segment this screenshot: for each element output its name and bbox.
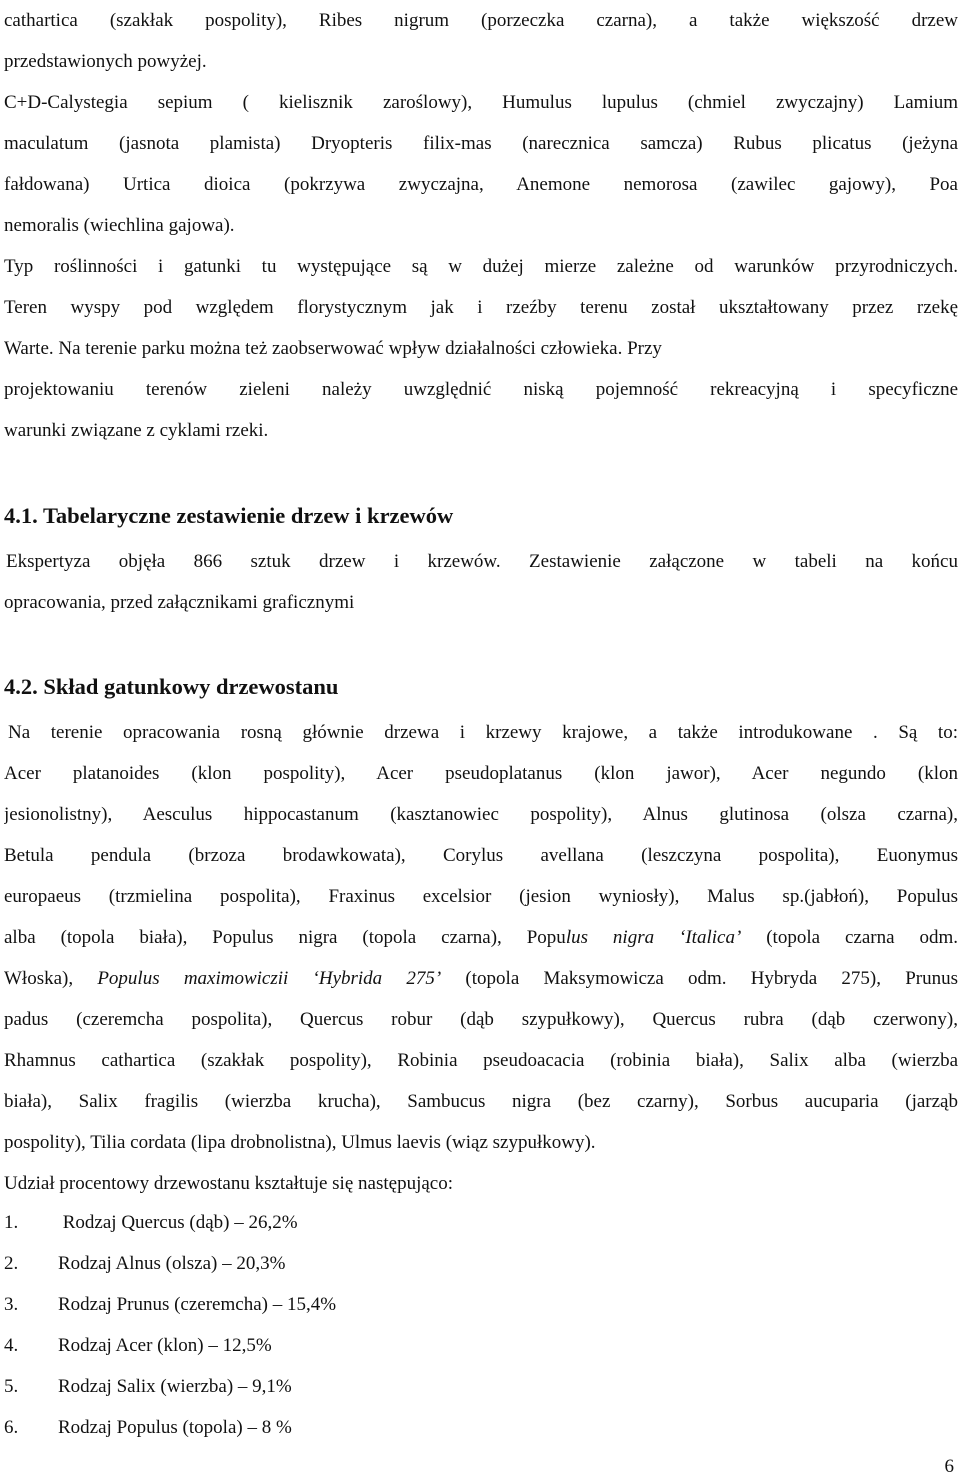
text-line: Teren wyspy pod względem florystycznym jak i rzeźby terenu został ukształtowany przez rzekę — [4, 297, 958, 318]
text-line: Warte. Na terenie parku można też zaobserwować wpływ działalności człowieka. Przy — [4, 338, 662, 359]
text-run: Włoska), — [4, 968, 98, 989]
species-percentage-list — [4, 1202, 336, 1448]
list-number: 2. — [4, 1253, 19, 1274]
list-number: 5. — [4, 1376, 19, 1397]
section-heading-4-2: 4.2. Skład gatunkowy drzewostanu — [4, 674, 339, 699]
list-text: Rodzaj Populus (topola) – 8 % — [58, 1417, 292, 1438]
text-line: projektowaniu terenów zieleni należy uwzględnić niską pojemność rekreacyjną i specyficzne — [4, 379, 958, 400]
text-run: alba (topola biała), Populus nigra (topola czarna), Popu — [4, 927, 566, 948]
text-line: nemoralis (wiechlina gajowa). — [4, 215, 235, 236]
text-line: C+D-Calystegia sepium ( kielisznik zaroślowy), Humulus lupulus (chmiel zwyczajny) Lamium — [4, 92, 958, 113]
text-run: (topola Maksymowicza odm. Hybryda 275), Prunus — [441, 968, 958, 989]
list-item — [4, 1202, 336, 1243]
text-line: fałdowana) Urtica dioica (pokrzywa zwyczajna, Anemone nemorosa (zawilec gajowy), Poa — [4, 174, 958, 195]
text-line: Betula pendula (brzoza brodawkowata), Corylus avellana (leszczyna pospolita), Euonymus — [4, 845, 958, 866]
list-item — [4, 1366, 336, 1407]
text-line: Na terenie opracowania rosną głównie drzewa i krzewy krajowe, a także introdukowane . Są to: — [8, 722, 958, 743]
text-line-mixed — [4, 958, 958, 999]
list-item — [4, 1284, 336, 1325]
text-line: biała), Salix fragilis (wierzba krucha), Sambucus nigra (bez czarny), Sorbus aucuparia (jarząb — [4, 1091, 958, 1112]
list-item — [4, 1407, 336, 1448]
text-line: Typ roślinności i gatunki tu występujące są w dużej mierze zależne od warunków przyrodniczych. — [4, 256, 958, 277]
section-4-2-paragraph — [4, 712, 958, 1204]
italic-cultivar: lus nigra ‘Italica’ — [565, 927, 742, 948]
list-item — [4, 1243, 336, 1284]
list-number: 3. — [4, 1294, 19, 1315]
text-line: opracowania, przed załącznikami graficznymi — [4, 592, 355, 613]
italic-species: Populus maximowiczii ‘Hybrida 275’ — [97, 968, 442, 989]
list-text: Rodzaj Alnus (olsza) – 20,3% — [58, 1253, 286, 1274]
text-line: cathartica (szakłak pospolity), Ribes nigrum (porzeczka czarna), a także większość drzew — [4, 10, 958, 31]
text-line: maculatum (jasnota plamista) Dryopteris filix-mas (narecznica samcza) Rubus plicatus (jeżyna — [4, 133, 958, 154]
intro-paragraphs — [4, 0, 958, 451]
text-line: Rhamnus cathartica (szakłak pospolity), Robinia pseudoacacia (robinia biała), Salix alba (wierzba — [4, 1050, 958, 1071]
list-number: 6. — [4, 1417, 19, 1438]
list-text: Rodzaj Prunus (czeremcha) – 15,4% — [58, 1294, 337, 1315]
text-line: Udział procentowy drzewostanu kształtuje się następująco: — [4, 1173, 453, 1194]
list-text: Rodzaj Acer (klon) – 12,5% — [58, 1335, 272, 1356]
text-run: (topola czarna odm. — [741, 927, 958, 948]
list-number: 1. — [4, 1212, 19, 1233]
list-item — [4, 1325, 336, 1366]
list-text: Rodzaj Quercus (dąb) – 26,2% — [58, 1212, 298, 1233]
text-line: pospolity), Tilia cordata (lipa drobnolistna), Ulmus laevis (wiąz szypułkowy). — [4, 1132, 596, 1153]
text-line-mixed — [4, 917, 958, 958]
text-line: padus (czeremcha pospolita), Quercus robur (dąb szypułkowy), Quercus rubra (dąb czerwony), — [4, 1009, 958, 1030]
list-number: 4. — [4, 1335, 19, 1356]
text-line: warunki związane z cyklami rzeki. — [4, 420, 269, 441]
text-line: jesionolistny), Aesculus hippocastanum (kasztanowiec pospolity), Alnus glutinosa (olsza czarna), — [4, 804, 958, 825]
section-heading-4-1: 4.1. Tabelaryczne zestawienie drzew i krzewów — [4, 503, 454, 528]
section-4-1-paragraph — [4, 541, 958, 623]
page-number: 6 — [944, 1456, 954, 1477]
text-line: Acer platanoides (klon pospolity), Acer pseudoplatanus (klon jawor), Acer negundo (klon — [4, 763, 958, 784]
list-text: Rodzaj Salix (wierzba) – 9,1% — [58, 1376, 292, 1397]
text-line: Ekspertyza objęła 866 sztuk drzew i krzewów. Zestawienie załączone w tabeli na końcu — [6, 551, 958, 572]
text-line: przedstawionych powyżej. — [4, 51, 207, 72]
text-line: europaeus (trzmielina pospolita), Fraxinus excelsior (jesion wyniosły), Malus sp.(jabłoń), Populus — [4, 886, 958, 907]
